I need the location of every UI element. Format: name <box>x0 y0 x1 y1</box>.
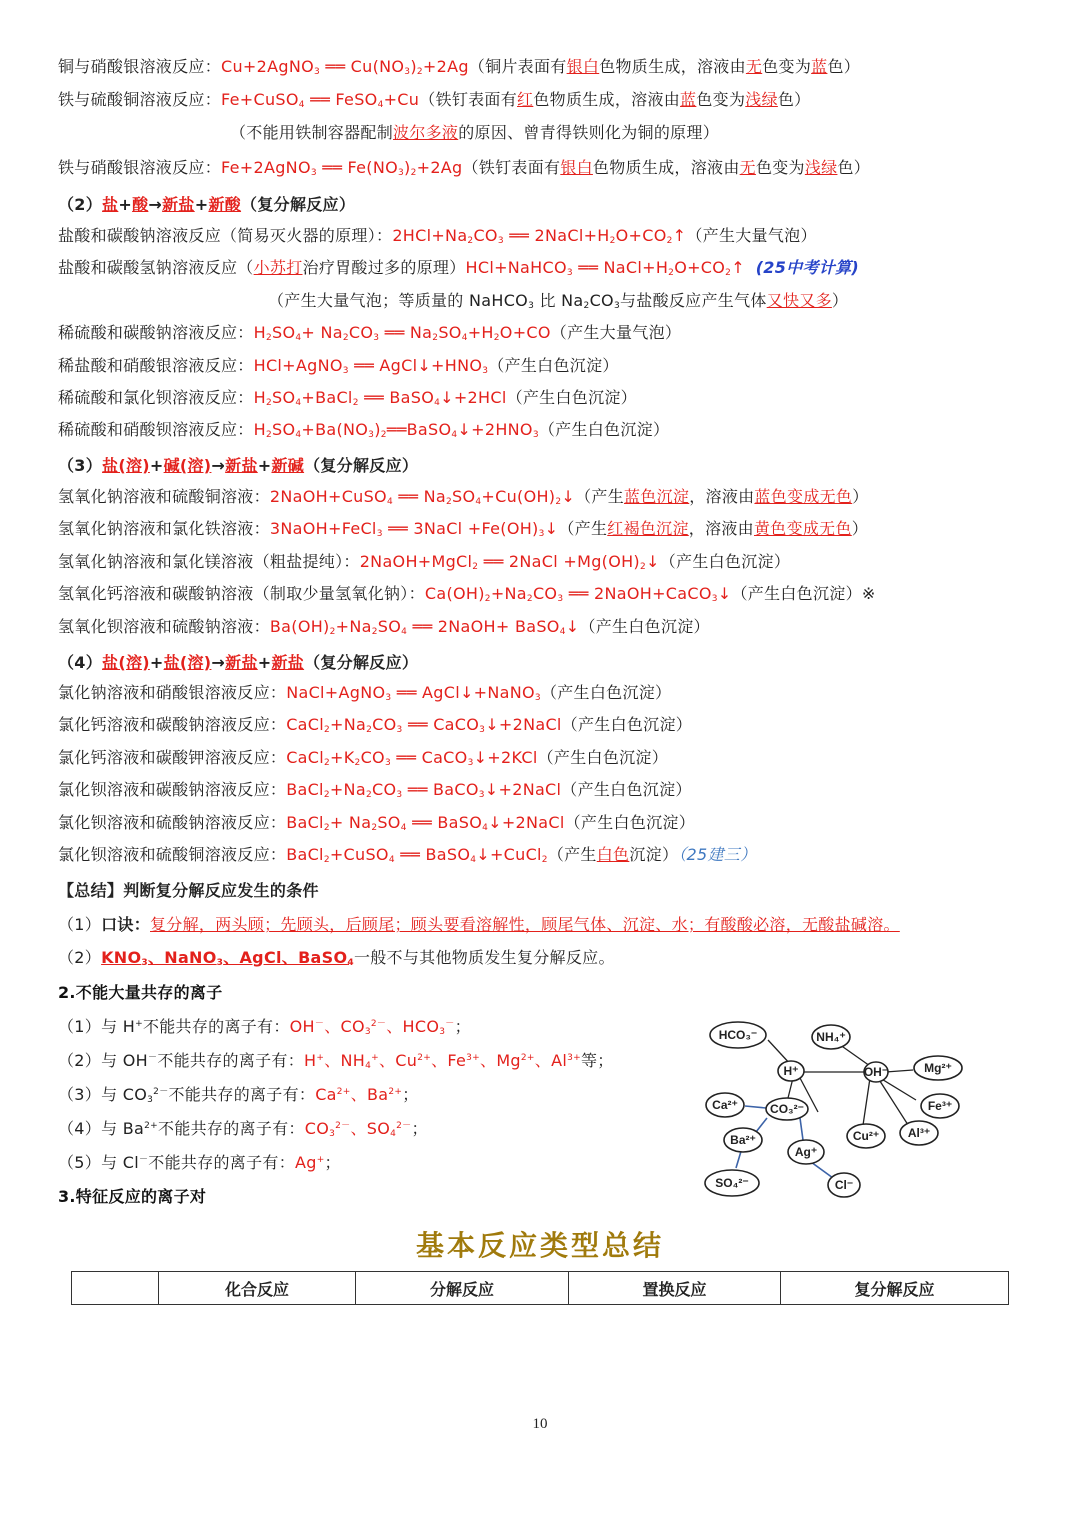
ion-label: Ag⁺ <box>794 1145 818 1159</box>
equation: HCl+AgNO$_3$ ══ $AgCl↓+HNO_3$ <box>253 356 489 376</box>
equation: 2NaOH+MgCl$_2$ ══ 2NaCl $+Mg(OH)_2↓$ <box>359 552 660 572</box>
page-title: 基本反应类型总结 <box>415 1229 664 1262</box>
reaction-cacl2-k2co3: 氯化钙溶液和碳酸钾溶液反应：$CaCl_2+K_2CO_3$ ══ CaCO$_3$↓+2KCl（产生白色沉淀） <box>58 748 669 768</box>
equation: 2NaOH+CuSO$_4$ ══ $Na_2SO_4+Cu(OH)_2↓$ <box>269 487 576 507</box>
reaction-naoh-cuso4: 氢氧化钠溶液和硫酸铜溶液：2NaOH+CuSO$_4$ ══ $Na_2SO_4+Cu(OH)_2↓$（产生蓝色沉淀，溶液由蓝色变成无色） <box>58 487 869 507</box>
note-bordeaux: （不能用铁制容器配制波尔多液的原因、曾青得铁则化为铜的原理） <box>230 123 720 142</box>
observation: （铜片表面有银白色物质生成，溶液由无色变为蓝色） <box>468 57 861 76</box>
ion-label: Cu²⁺ <box>852 1129 880 1143</box>
equation: NaCl+AgNO$_3$ ══ AgCl↓+NaNO$_3$ <box>286 683 541 703</box>
section-heading-salt-salt: （4）盐(溶)+盐(溶)→新盐+新盐（复分解反应） <box>58 653 419 672</box>
ion-rule-4: （4）与 $Ba^{2+}$不能共存的离子有：$CO_3^{2-}$、$SO_4^{2-}$； <box>58 1119 428 1139</box>
reaction-h2so4-na2co3: 稀硫酸和碳酸钠溶液反应：$H_2SO_4+ Na_2CO_3$ ══ $Na_2SO_4+H_2O+CO$（产生大量气泡） <box>58 323 682 343</box>
reaction-hcl-na2co3: 盐酸和碳酸钠溶液反应（简易灭火器的原理）：$2HCl+Na_2CO_3$ ══ $2NaCl+H_2O+CO_2↑$（产生大量气泡） <box>58 226 817 246</box>
table-row <box>72 1272 1009 1305</box>
equation: $H_2SO_4+BaCl_2$ ══ BaSO$_4$↓+2HCl <box>253 388 507 408</box>
reaction-hcl-nahco3: 盐酸和碳酸氢钠溶液反应（小苏打治疗胃酸过多的原理）HCl+NaHCO$_3$ ══ $NaCl+H_2O+CO_2↑$ (25中考计算) <box>58 258 859 278</box>
equation: $Ba(OH)_2+Na_2SO_4$ ══ 2NaOH+ BaSO$_4$↓ <box>269 617 580 637</box>
reaction-h2so4-bacl2: 稀硫酸和氯化钡溶液反应：$H_2SO_4+BaCl_2$ ══ BaSO$_4$↓+2HCl（产生白色沉淀） <box>58 388 637 408</box>
ion-label: Mg²⁺ <box>924 1061 952 1075</box>
equation: BaCl$_2$+CuSO$_4$ ══ BaSO$_4$↓+CuCl$_2$ <box>286 845 548 865</box>
ion-label: Fe³⁺ <box>927 1099 953 1113</box>
equation: $2HCl+Na_2CO_3$ ══ $2NaCl+H_2O+CO_2↑$ <box>392 226 687 246</box>
reaction-fe-agno3: 铁与硝酸银溶液反应：Fe+2AgNO$_3$ ══ $Fe(NO_3)_2+2Ag$（铁钉表面有银白色物质生成，溶液由无色变为浅绿色） <box>58 158 871 178</box>
equation: Fe+CuSO$_4$ ══ FeSO$_4$+Cu <box>221 90 420 110</box>
reaction-hcl-agno3: 稀盐酸和硝酸银溶液反应：HCl+AgNO$_3$ ══ $AgCl↓+HNO_3$（产生白色沉淀） <box>58 356 619 376</box>
ion-label: Ca²⁺ <box>712 1098 738 1112</box>
ion-label: Ba²⁺ <box>730 1133 756 1147</box>
note-nahco3: （产生大量气泡；等质量的 NaHCO$_3$ 比 $Na_2CO_3$与盐酸反应产生气体又快又多） <box>268 291 849 311</box>
equation: HCl+NaHCO$_3$ ══ $NaCl+H_2O+CO_2↑$ <box>465 258 745 278</box>
reaction-naoh-fecl3: 氢氧化钠溶液和氯化铁溶液：3NaOH+FeCl$_3$ ══ 3NaCl $+Fe(OH)_3↓$（产生红褐色沉淀，溶液由黄色变成无色） <box>58 519 869 539</box>
summary-inert-salts: $(2)KNO_3$、NaNO$_3$、AgCl、BaSO$_4$一般不与其他物质发生复分解反应。 <box>58 948 615 968</box>
equation: Cu+2AgNO$_3$ ══ $Cu(NO_3)_2+2Ag$ <box>221 57 469 77</box>
exam-tag: （25建三） <box>678 845 757 864</box>
table-header-cell: 复分解反应 <box>781 1272 1009 1305</box>
exam-tag: (25中考计算) <box>755 258 859 277</box>
equation: $CaCl_2+K_2CO_3$ ══ CaCO$_3$↓+2KCl <box>286 748 538 768</box>
ion-label: Cl⁻ <box>834 1178 854 1192</box>
reaction-bacl2-cuso4: 氯化钡溶液和硫酸铜溶液反应：BaCl$_2$+CuSO$_4$ ══ BaSO$_4$↓+CuCl$_2$（产生白色沉淀）（25建三） <box>58 845 757 865</box>
equation: $CaCl_2+Na_2CO_3$ ══ CaCO$_3$↓+2NaCl <box>286 715 562 735</box>
equation: Fe+2AgNO$_3$ ══ $Fe(NO_3)_2+2Ag$ <box>221 158 463 178</box>
reaction-bacl2-na2so4: 氯化钡溶液和硫酸钠溶液反应：BaCl$_2$+ $Na_2SO_4$ ══ BaSO$_4$↓+2NaCl（产生白色沉淀） <box>58 813 696 833</box>
ion-label: H⁺ <box>783 1064 799 1078</box>
table-header-cell: 化合反应 <box>159 1272 356 1305</box>
reaction-baoh2-na2so4: 氢氧化钡溶液和硫酸钠溶液：$Ba(OH)_2+Na_2SO_4$ ══ 2NaOH+ BaSO$_4$↓（产生白色沉淀） <box>58 617 710 637</box>
page-number: 10 <box>532 1416 548 1432</box>
ion-rule-2: （2）与 OH－不能共存的离子有：H+、$NH_4^+$、$Cu^{2+}$、$Fe^{3+}$、$Mg^{2+}$、$Al^{3+}$等； <box>58 1051 614 1071</box>
reaction-caoh2-na2co3: 氢氧化钙溶液和碳酸钠溶液（制取少量氢氧化钠）：$Ca(OH)_2+Na_2CO_3$ ══ 2NaOH+CaCO$_3$↓（产生白色沉淀）※ <box>58 584 876 604</box>
summary-mnemonic: （1）口诀：复分解，两头顾；先顾头，后顾尾；顾头要看溶解性，顾尾气体、沉淀、水；有酸酸必溶，无酸盐碱溶。 <box>58 915 900 934</box>
ion-label: NH₄⁺ <box>816 1030 846 1044</box>
observation: （铁钉表面有红色物质生成，溶液由蓝色变为浅绿色） <box>419 90 811 109</box>
table-header-cell <box>72 1272 159 1305</box>
table-header-cell: 置换反应 <box>569 1272 781 1305</box>
reaction-cacl2-na2co3: 氯化钙溶液和碳酸钠溶液反应：$CaCl_2+Na_2CO_3$ ══ CaCO$_3$↓+2NaCl（产生白色沉淀） <box>58 715 693 735</box>
reaction-fe-cuso4: 铁与硫酸铜溶液反应：Fe+CuSO$_4$ ══ FeSO$_4$+Cu（铁钉表面有红色物质生成，溶液由蓝色变为浅绿色） <box>58 90 811 110</box>
ion-pairs-heading: 3.特征反应的离子对 <box>58 1187 207 1206</box>
ions-heading: 2.不能大量共存的离子 <box>58 983 223 1002</box>
ion-rule-1: （1）与 H+不能共存的离子有：OH－、$CO_3^{2-}$、$HCO_3^-$； <box>58 1017 471 1037</box>
equation: BaCl$_2$+ $Na_2SO_4$ ══ BaSO$_4$↓+2NaCl <box>286 813 565 833</box>
ion-rule-5: （5）与 Cl－不能共存的离子有：Ag+； <box>58 1153 341 1172</box>
ion-incompatibility-diagram <box>700 1014 970 1204</box>
equation: $H_2SO_4+Ba(NO_3)_2══BaSO_4↓+2HNO_3$ <box>253 420 539 440</box>
summary-heading: 【总结】判断复分解反应发生的条件 <box>58 881 319 900</box>
reaction-h2so4-bano32: 稀硫酸和硝酸钡溶液反应：$H_2SO_4+Ba(NO_3)_2══BaSO_4↓+2HNO_3$（产生白色沉淀） <box>58 420 670 440</box>
reaction-naoh-mgcl2: 氢氧化钠溶液和氯化镁溶液（粗盐提纯）：2NaOH+MgCl$_2$ ══ 2NaCl $+Mg(OH)_2↓$（产生白色沉淀） <box>58 552 791 572</box>
reaction-types-table <box>71 1271 1009 1305</box>
section-heading-salt-base: （3）盐(溶)+碱(溶)→新盐+新碱（复分解反应） <box>58 456 419 475</box>
ion-label: HCO₃⁻ <box>718 1028 758 1042</box>
ion-label: SO₄²⁻ <box>715 1176 749 1190</box>
reaction-bacl2-na2co3: 氯化钡溶液和碳酸钠溶液反应：$BaCl_2+Na_2CO_3$ ══ BaCO$_3$↓+2NaCl（产生白色沉淀） <box>58 780 692 800</box>
equation: 3NaOH+FeCl$_3$ ══ 3NaCl $+Fe(OH)_3↓$ <box>269 519 559 539</box>
equation: $Ca(OH)_2+Na_2CO_3$ ══ 2NaOH+CaCO$_3$↓ <box>424 584 732 604</box>
equation: $BaCl_2+Na_2CO_3$ ══ BaCO$_3$↓+2NaCl <box>286 780 562 800</box>
ion-label: OH⁻ <box>863 1065 889 1079</box>
section-heading-salt-acid: （2）盐+酸→新盐+新酸（复分解反应） <box>58 195 356 214</box>
ion-rule-3: （3）与 $CO_3^{2-}$不能共存的离子有：$Ca^{2+}$、$Ba^{2+}$； <box>58 1085 419 1105</box>
equation: $H_2SO_4+ Na_2CO_3$ ══ $Na_2SO_4+H_2O+CO$ <box>253 323 551 343</box>
table-header-cell: 分解反应 <box>356 1272 569 1305</box>
ion-label: Al³⁺ <box>907 1126 931 1140</box>
observation: （铁钉表面有银白色物质生成，溶液由无色变为浅绿色） <box>462 158 871 177</box>
reaction-nacl-agno3: 氯化钠溶液和硝酸银溶液反应：NaCl+AgNO$_3$ ══ AgCl↓+NaNO$_3$（产生白色沉淀） <box>58 683 672 703</box>
ion-label: CO₃²⁻ <box>770 1102 804 1116</box>
reaction-cu-agno3: 铜与硝酸银溶液反应：Cu+2AgNO$_3$ ══ $Cu(NO_3)_2+2Ag$（铜片表面有银白色物质生成，溶液由无色变为蓝色） <box>58 57 861 77</box>
